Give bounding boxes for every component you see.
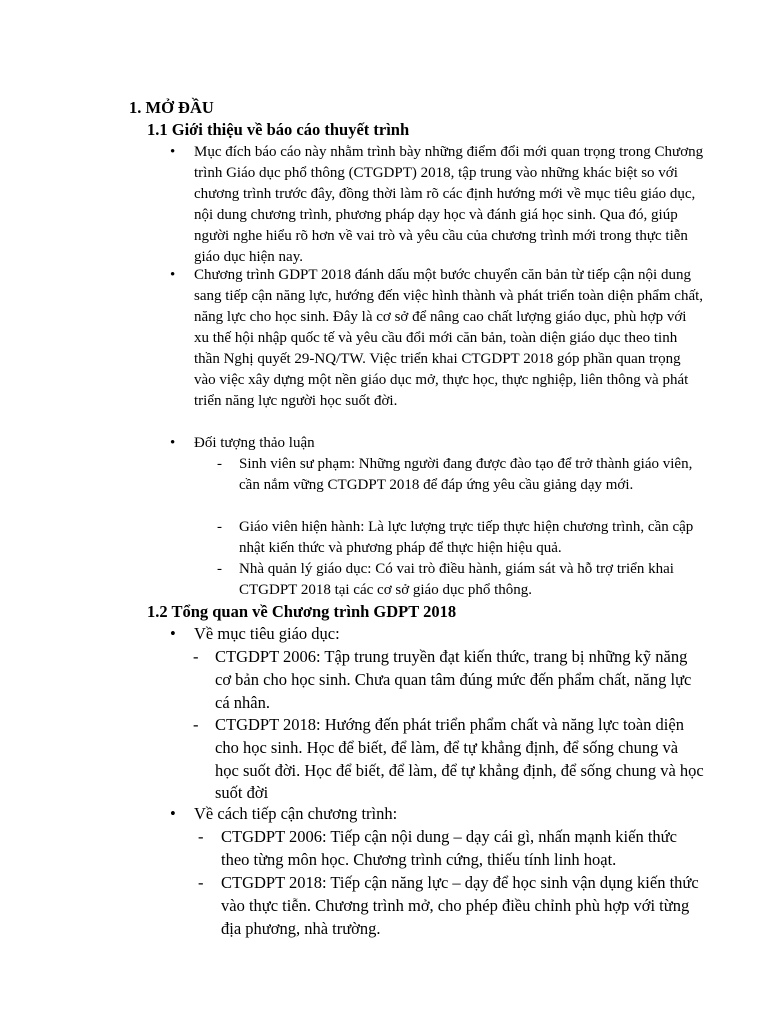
list-item-text: Về cách tiếp cận chương trình: — [194, 804, 398, 823]
list-item-text: Chương trình GDPT 2018 đánh dấu một bước chuyển căn bản từ tiếp cận nội dung sang tiếp cận năng lực, hướng đến việc hình thành và phát triển toàn diện phẩm chất, năng lực cho học sinh. Đây là cơ sở để nâng cao chất lượng giáo dục, phù hợp với xu thế hội nhập quốc tế và yêu cầu đổi mới căn bản, toàn diện giáo dục theo tinh thần Nghị quyết 29-NQ/TW. Việc triển khai CTGDPT 2018 góp phần quan trọng vào việc xây dựng một nền giáo dục mở, thực học, thực nghiệp, liên thông và phát triển năng lực người học suốt đời. — [194, 267, 704, 409]
sub-list-item-text: CTGDPT 2018: Tiếp cận năng lực – dạy để học sinh vận dụng kiến thức vào thực tiễn. Chương trình mở, cho phép điều chỉnh phù hợp với từng địa phương, nhà trường. — [221, 873, 699, 938]
list-item — [170, 265, 704, 412]
dash-marker: - — [193, 647, 199, 666]
bullet-marker: • — [170, 435, 176, 451]
sub-list-item-text: CTGDPT 2006: Tiếp cận nội dung – dạy cái gì, nhấn mạnh kiến thức theo từng môn học. Chương trình cứng, thiếu tính linh hoạt. — [221, 827, 677, 869]
dash-marker: - — [198, 873, 204, 892]
sub-list-item — [198, 826, 705, 872]
list-item-text: Mục đích báo cáo này nhằm trình bày những điểm đổi mới quan trọng trong Chương trình Giáo dục phổ thông (CTGDPT) 2018, tập trung vào những khác biệt so với chương trình trước đây, đồng thời làm rõ các định hướng mới về mục tiêu giáo dục, nội dung chương trình, phương pháp dạy học và đánh giá học sinh. Qua đó, giúp người nghe hiểu rõ hơn về vai trò và yêu cầu của chương trình mới trong thực tiễn giáo dục hiện nay. — [194, 144, 704, 265]
bullet-marker: • — [170, 144, 176, 160]
bullet-marker: • — [170, 624, 176, 643]
dash-marker: - — [193, 715, 199, 734]
sub-list-item-text: CTGDPT 2018: Hướng đến phát triển phẩm chất và năng lực toàn diện cho học sinh. Học để biết, để làm, để tự khẳng định, để sống chung và học suốt đời. Học để biết, để làm, để tự khẳng định, để sống chung và học suốt đời — [215, 715, 704, 803]
sub-list-item — [217, 559, 701, 601]
list-item — [170, 623, 704, 646]
sub-list-item-text: Nhà quản lý giáo dục: Có vai trò điều hành, giám sát và hỗ trợ triển khai CTGDPT 2018 tại các cơ sở giáo dục phổ thông. — [239, 561, 674, 598]
sub-list-item — [217, 454, 701, 496]
sub-list-item — [193, 714, 705, 805]
bullet-marker: • — [170, 804, 176, 823]
heading-section-1-2: 1.2 Tổng quan về Chương trình GDPT 2018 — [147, 602, 457, 621]
dash-marker: - — [217, 456, 222, 472]
heading-section-1-1: 1.1 Giới thiệu về báo cáo thuyết trình — [147, 120, 410, 139]
list-item — [170, 142, 704, 268]
sub-list-item — [198, 872, 705, 940]
list-item — [170, 803, 704, 826]
list-item-text: Về mục tiêu giáo dục: — [194, 624, 340, 643]
sub-list-item-text: CTGDPT 2006: Tập trung truyền đạt kiến thức, trang bị những kỹ năng cơ bản cho học sinh. Chưa quan tâm đúng mức đến phẩm chất, năng lực cá nhân. — [215, 647, 692, 712]
heading-mo-dau: 1. MỞ ĐẦU — [129, 98, 214, 117]
list-item-text: Đối tượng thảo luận — [194, 435, 315, 451]
sub-list-item — [217, 517, 701, 559]
dash-marker: - — [217, 561, 222, 577]
sub-list-item-text: Sinh viên sư phạm: Những người đang được đào tạo để trở thành giáo viên, cần nắm vững CTGDPT 2018 để đáp ứng yêu cầu giảng dạy mới. — [239, 456, 693, 493]
sub-list-item — [193, 646, 705, 714]
dash-marker: - — [198, 827, 204, 846]
dash-marker: - — [217, 519, 222, 535]
bullet-marker: • — [170, 267, 176, 283]
list-item — [170, 433, 704, 454]
sub-list-item-text: Giáo viên hiện hành: Là lực lượng trực tiếp thực hiện chương trình, cần cập nhật kiến thức và phương pháp để thực hiện hiệu quả. — [239, 519, 694, 556]
